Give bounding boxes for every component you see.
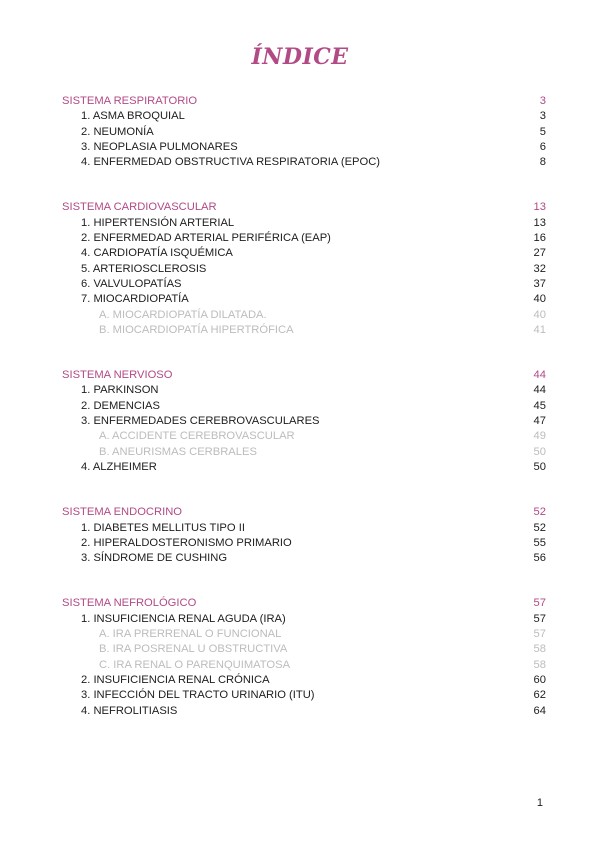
toc-entry-page: 3 xyxy=(539,110,546,123)
toc-section-heading-page: 52 xyxy=(533,506,546,519)
toc-entry-page: 62 xyxy=(533,689,546,702)
toc-subentry-label: A. IRA PRERRENAL O FUNCIONAL xyxy=(99,628,282,641)
toc-entry[interactable] xyxy=(62,460,546,475)
toc-entry-label: 1. PARKINSON xyxy=(81,384,159,397)
toc-entry[interactable] xyxy=(62,109,546,124)
toc-section-heading-label: SISTEMA CARDIOVASCULAR xyxy=(62,201,217,214)
toc-subentry[interactable] xyxy=(62,658,546,673)
toc-entry-page: 52 xyxy=(533,521,546,534)
toc-entry-label: 4. CARDIOPATÍA ISQUÉMICA xyxy=(81,247,233,260)
toc-entry-label: 4. ENFERMEDAD OBSTRUCTIVA RESPIRATORIA (EPOC) xyxy=(81,156,380,169)
toc-entry-page: 44 xyxy=(533,384,546,397)
toc-subentry-label: C. IRA RENAL O PARENQUIMATOSA xyxy=(99,658,291,671)
toc-section-heading-page: 57 xyxy=(533,597,546,610)
toc-entry-page: 37 xyxy=(533,277,546,290)
toc-entry[interactable] xyxy=(62,262,546,277)
toc-subentry[interactable] xyxy=(62,627,546,642)
toc-section xyxy=(62,505,546,566)
toc-entry-label: 1. INSUFICIENCIA RENAL AGUDA (IRA) xyxy=(81,612,286,625)
toc-section xyxy=(62,200,546,338)
toc-subentry[interactable] xyxy=(62,642,546,657)
toc-entry-page: 50 xyxy=(533,460,546,473)
toc-subentry-page: 40 xyxy=(533,308,546,321)
toc-entry-label: 3. ENFERMEDADES CEREBROVASCULARES xyxy=(81,415,320,428)
toc-section-heading-page: 13 xyxy=(533,201,546,214)
toc-subentry[interactable] xyxy=(62,323,546,338)
toc-entry-page: 32 xyxy=(533,262,546,275)
toc-entry-page: 5 xyxy=(539,125,546,138)
toc-entry-page: 45 xyxy=(533,399,546,412)
toc-section-heading-label: SISTEMA RESPIRATORIO xyxy=(62,95,198,107)
toc-entry-page: 60 xyxy=(533,673,546,686)
toc-entry-label: 1. HIPERTENSIÓN ARTERIAL xyxy=(81,216,235,229)
toc-section xyxy=(62,368,546,475)
toc-subentry-label: A. ACCIDENTE CEREBROVASCULAR xyxy=(99,430,295,443)
toc-subentry-page: 57 xyxy=(533,628,546,641)
toc-section-heading[interactable] xyxy=(62,368,546,383)
toc-entry[interactable] xyxy=(62,536,546,551)
toc-entry-label: 3. INFECCIÓN DEL TRACTO URINARIO (ITU) xyxy=(81,689,315,702)
toc-subentry-page: 58 xyxy=(533,643,546,656)
toc-subentry-page: 50 xyxy=(533,445,546,458)
toc-entry-label: 2. DEMENCIAS xyxy=(81,399,160,412)
toc-entry-label: 4. NEFROLITIASIS xyxy=(81,704,178,717)
toc-entry-page: 6 xyxy=(539,140,546,153)
toc-entry-page: 55 xyxy=(533,536,546,549)
toc-entry-page: 56 xyxy=(533,552,546,565)
toc-entry-page: 16 xyxy=(533,232,546,245)
toc-entry-page: 8 xyxy=(539,156,546,169)
toc-entry[interactable] xyxy=(62,231,546,246)
toc-subentry-label: B. MIOCARDIOPATÍA HIPERTRÓFICA xyxy=(99,323,294,336)
toc-entry[interactable] xyxy=(62,704,546,719)
toc-entry[interactable] xyxy=(62,125,546,140)
toc-entry-label: 2. NEUMONÍA xyxy=(81,125,154,138)
toc-section xyxy=(62,596,546,718)
toc-entry[interactable] xyxy=(62,246,546,261)
toc-section-heading-page: 44 xyxy=(533,369,546,382)
toc-entry[interactable] xyxy=(62,521,546,536)
toc-entry[interactable] xyxy=(62,612,546,627)
toc-section xyxy=(62,94,546,170)
toc-entry-label: 4. ALZHEIMER xyxy=(81,460,157,473)
toc-entry[interactable] xyxy=(62,673,546,688)
toc-subentry-label: A. MIOCARDIOPATÍA DILATADA. xyxy=(99,308,267,321)
page-title: ÍNDICE xyxy=(251,44,349,70)
toc-entry[interactable] xyxy=(62,383,546,398)
toc-entry-page: 64 xyxy=(533,704,546,717)
toc-section-heading-label: SISTEMA NEFROLÓGICO xyxy=(62,597,197,610)
toc-section-heading-label: SISTEMA NERVIOSO xyxy=(62,369,173,382)
toc-entry[interactable] xyxy=(62,414,546,429)
toc-subentry-page: 58 xyxy=(533,658,546,671)
toc-entry-page: 27 xyxy=(533,247,546,260)
toc-entry-label: 1. ASMA BROQUIAL xyxy=(81,110,185,123)
toc-subentry-page: 49 xyxy=(533,430,546,443)
toc-subentry[interactable] xyxy=(62,429,546,444)
toc-entry-page: 40 xyxy=(533,293,546,306)
toc-entry-label: 5. ARTERIOSCLEROSIS xyxy=(81,262,207,275)
table-of-contents xyxy=(62,94,546,749)
toc-entry-label: 2. ENFERMEDAD ARTERIAL PERIFÉRICA (EAP) xyxy=(81,232,331,245)
toc-entry[interactable] xyxy=(62,551,546,566)
toc-entry[interactable] xyxy=(62,277,546,292)
toc-entry[interactable] xyxy=(62,140,546,155)
toc-subentry-page: 41 xyxy=(533,323,546,336)
toc-entry[interactable] xyxy=(62,399,546,414)
toc-entry-label: 7. MIOCARDIOPATÍA xyxy=(81,293,189,306)
toc-subentry-label: B. IRA POSRENAL U OBSTRUCTIVA xyxy=(99,643,288,656)
toc-entry-label: 2. INSUFICIENCIA RENAL CRÓNICA xyxy=(81,673,270,686)
toc-section-heading[interactable] xyxy=(62,596,546,611)
toc-section-heading-label: SISTEMA ENDOCRINO xyxy=(62,506,182,519)
toc-section-heading[interactable] xyxy=(62,94,546,109)
toc-entry-page: 47 xyxy=(533,415,546,428)
toc-section-heading[interactable] xyxy=(62,505,546,520)
toc-entry-label: 1. DIABETES MELLITUS TIPO II xyxy=(81,521,245,534)
toc-subentry[interactable] xyxy=(62,308,546,323)
toc-section-heading[interactable] xyxy=(62,200,546,215)
toc-section-heading-page: 3 xyxy=(539,95,546,107)
toc-entry-page: 57 xyxy=(533,612,546,625)
toc-entry-label: 2. HIPERALDOSTERONISMO PRIMARIO xyxy=(81,536,292,549)
toc-subentry-label: B. ANEURISMAS CERBRALES xyxy=(99,445,257,458)
page-number: 1 xyxy=(536,797,543,809)
toc-entry-page: 13 xyxy=(533,216,546,229)
toc-entry-label: 3. NEOPLASIA PULMONARES xyxy=(81,140,238,153)
toc-entry-label: 3. SÍNDROME DE CUSHING xyxy=(81,552,228,565)
toc-entry[interactable] xyxy=(62,216,546,231)
toc-entry[interactable] xyxy=(62,292,546,307)
toc-entry[interactable] xyxy=(62,688,546,703)
toc-entry-label: 6. VALVULOPATÍAS xyxy=(81,277,182,290)
toc-subentry[interactable] xyxy=(62,445,546,460)
toc-entry[interactable] xyxy=(62,155,546,170)
